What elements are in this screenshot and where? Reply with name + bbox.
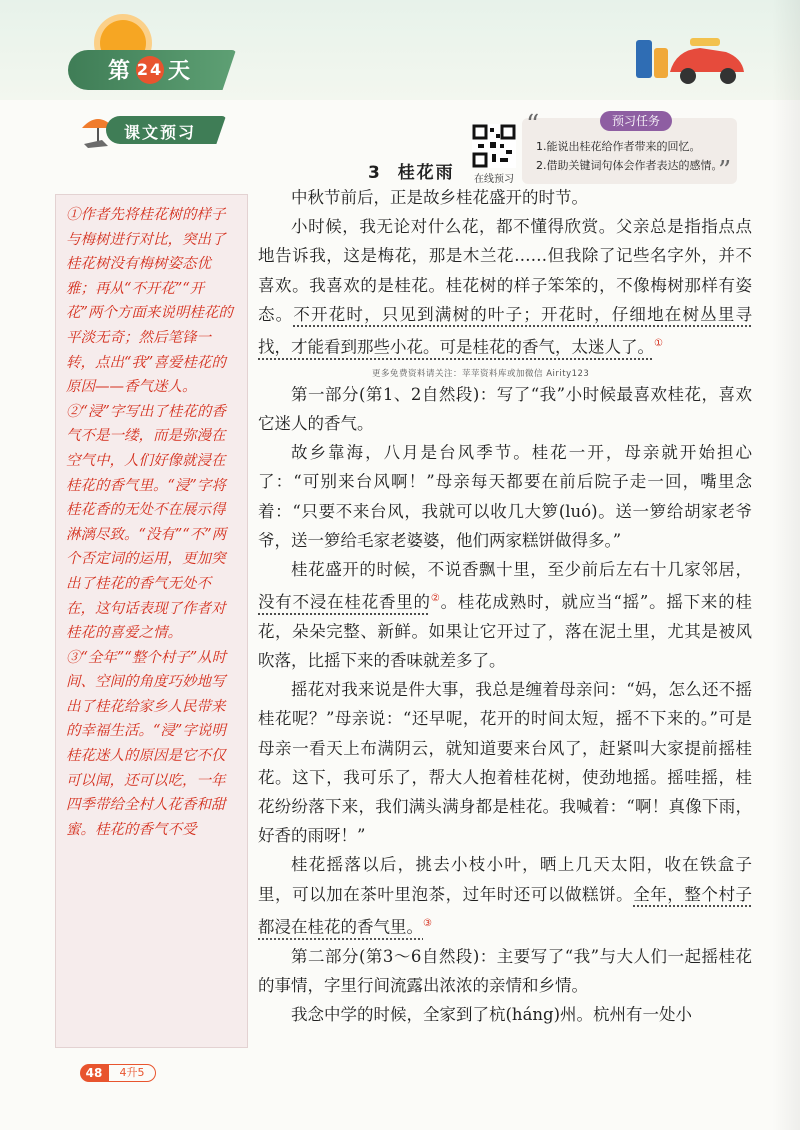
preview-task-list xyxy=(536,137,723,175)
lesson-body xyxy=(258,183,752,1029)
footnote-marker: ② xyxy=(430,593,441,605)
grade-tag: 4升5 xyxy=(108,1064,156,1082)
paragraph xyxy=(258,212,752,362)
lesson-title xyxy=(368,158,455,183)
page-number: 48 xyxy=(80,1064,108,1082)
day-label xyxy=(108,54,192,85)
section-summary: 第二部分(第3～6自然段)：主要写了“我”与大人们一起摇桂花的事情，字里行间流露出浓浓的亲情和乡情。 xyxy=(258,946,752,995)
paragraph: 我念中学的时候，全家到了杭(háng)州。杭州有一处小 xyxy=(291,1004,693,1024)
car-suitcase-illustration-icon xyxy=(630,30,750,90)
annotation-note: ②“浸”字写出了桂花的香气不是一缕，而是弥漫在空气中，人们好像就浸在桂花的香气里。“浸”字将桂花香的无处不在展示得淋漓尽致。“没有”“不”两个否定词的运用，更加突出了桂花的香气无处不在，这句话表现了作者对桂花的喜爱之情。 xyxy=(66,403,227,642)
day-number: 24 xyxy=(136,56,164,84)
paragraph-text: 小时候，我无论对什么花，都不懂得欣赏。父亲总是指指点点地告诉我，这是梅花，那是木兰花……但我除了记些名字外，并不喜欢。我喜欢的是桂花。桂花树的样子笨笨的，不像梅树那样有姿态。 xyxy=(258,217,752,324)
page-edge-shadow xyxy=(772,0,800,1130)
day-prefix: 第 xyxy=(108,59,133,84)
annotation-list xyxy=(66,203,239,842)
paragraph xyxy=(258,850,752,941)
paragraph: 摇花对我来说是件大事，我总是缠着母亲问：“妈，怎么还不摇桂花呢？”母亲说：“还早呢，花开的时间太短，摇不下来的。”可是母亲一看天上布满阴云，就知道要来台风了，赶紧叫大家提前摇桂花。这下，我可乐了，帮大人抱着桂花树，使劲地摇。摇哇摇，桂花纷纷落下来，我们满头满身都是桂花。我喊着：“啊！真像下雨，好香的雨呀！” xyxy=(258,680,752,846)
annotation-note: ①作者先将桂花树的样子与梅树进行对比，突出了桂花树没有梅树姿态优雅；再从“不开花”“开花”两个方面来说明桂花的平淡无奇；然后笔锋一转，点出“我”喜爱桂花的原因——香气迷人。 xyxy=(66,207,233,396)
annotation-note: ③“全年”“整个村子”从时间、空间的角度巧妙地写出了桂花给家乡人民带来的幸福生活。“浸”字说明桂花迷人的原因是它不仅可以闻，还可以吃，一年四季带给全村人花香和甜蜜。桂花的香气不受 xyxy=(66,649,227,838)
key-sentence: 不开花时，只见到满树的叶子；开花时，仔细地在树丛里寻找，才能看到那些小花。可是桂花的香气，太迷人了。 xyxy=(258,304,753,357)
footnote-marker: ① xyxy=(654,338,663,350)
paragraph-text: 桂花盛开的时候，不说香飘十里，至少前后左右十几家邻居， xyxy=(291,559,752,579)
preview-task-title: 预习任务 xyxy=(600,111,672,131)
qr-code-icon[interactable] xyxy=(472,124,516,168)
paragraph-text: 。桂花成熟时，就应当“摇”。摇下来的桂花，朵朵完整、新鲜。如果让它开过了，落在泥土里，尤其是被风吹落，比摇下来的香味就差多了。 xyxy=(258,592,752,671)
day-suffix: 天 xyxy=(168,59,193,84)
key-sentence: 全年，整个村子都浸在桂花的香气里。 xyxy=(258,884,753,937)
paragraph-text: 桂花摇落以后，挑去小枝小叶，晒上几天太阳，收在铁盒子里，可以加在茶叶里泡茶，过年时还可以做糕饼。 xyxy=(258,855,752,904)
close-quote-icon: ” xyxy=(718,156,732,186)
paragraph: 故乡靠海，八月是台风季节。桂花一开，母亲就开始担心了：“可别来台风啊！”母亲每天都要在前后院子走一回，嘴里念着：“只要不来台风，我就可以收几大箩(luó)。送一箩给胡家老爷爷，送一箩给毛家老婆婆，他们两家糕饼做得多。” xyxy=(258,443,752,550)
preview-task-item: 1.能说出桂花给作者带来的回忆。 xyxy=(536,140,701,153)
preview-task-item: 2.借助关键词句体会作者表达的感情。 xyxy=(536,159,723,172)
section-label: 课文预习 xyxy=(124,123,197,142)
key-sentence: 没有不浸在桂花香里的 xyxy=(258,592,431,612)
paragraph: 中秋节前后，正是故乡桂花盛开的时节。 xyxy=(291,188,588,207)
section-title-bar xyxy=(78,110,228,150)
watermark-text: 更多免费资料请关注：苹苹资料库或加微信 Airity123 xyxy=(372,369,590,379)
lesson-name: 桂花雨 xyxy=(397,163,455,183)
annotation-panel xyxy=(55,194,248,1048)
open-quote-icon: “ xyxy=(526,110,540,140)
qr-label: 在线预习 xyxy=(474,174,514,185)
footnote-marker: ③ xyxy=(423,917,432,929)
paragraph xyxy=(258,555,752,675)
lesson-number: 3 xyxy=(368,163,382,183)
section-summary: 第一部分(第1、2自然段)：写了“我”小时候最喜欢桂花，喜欢它迷人的香气。 xyxy=(258,384,752,433)
